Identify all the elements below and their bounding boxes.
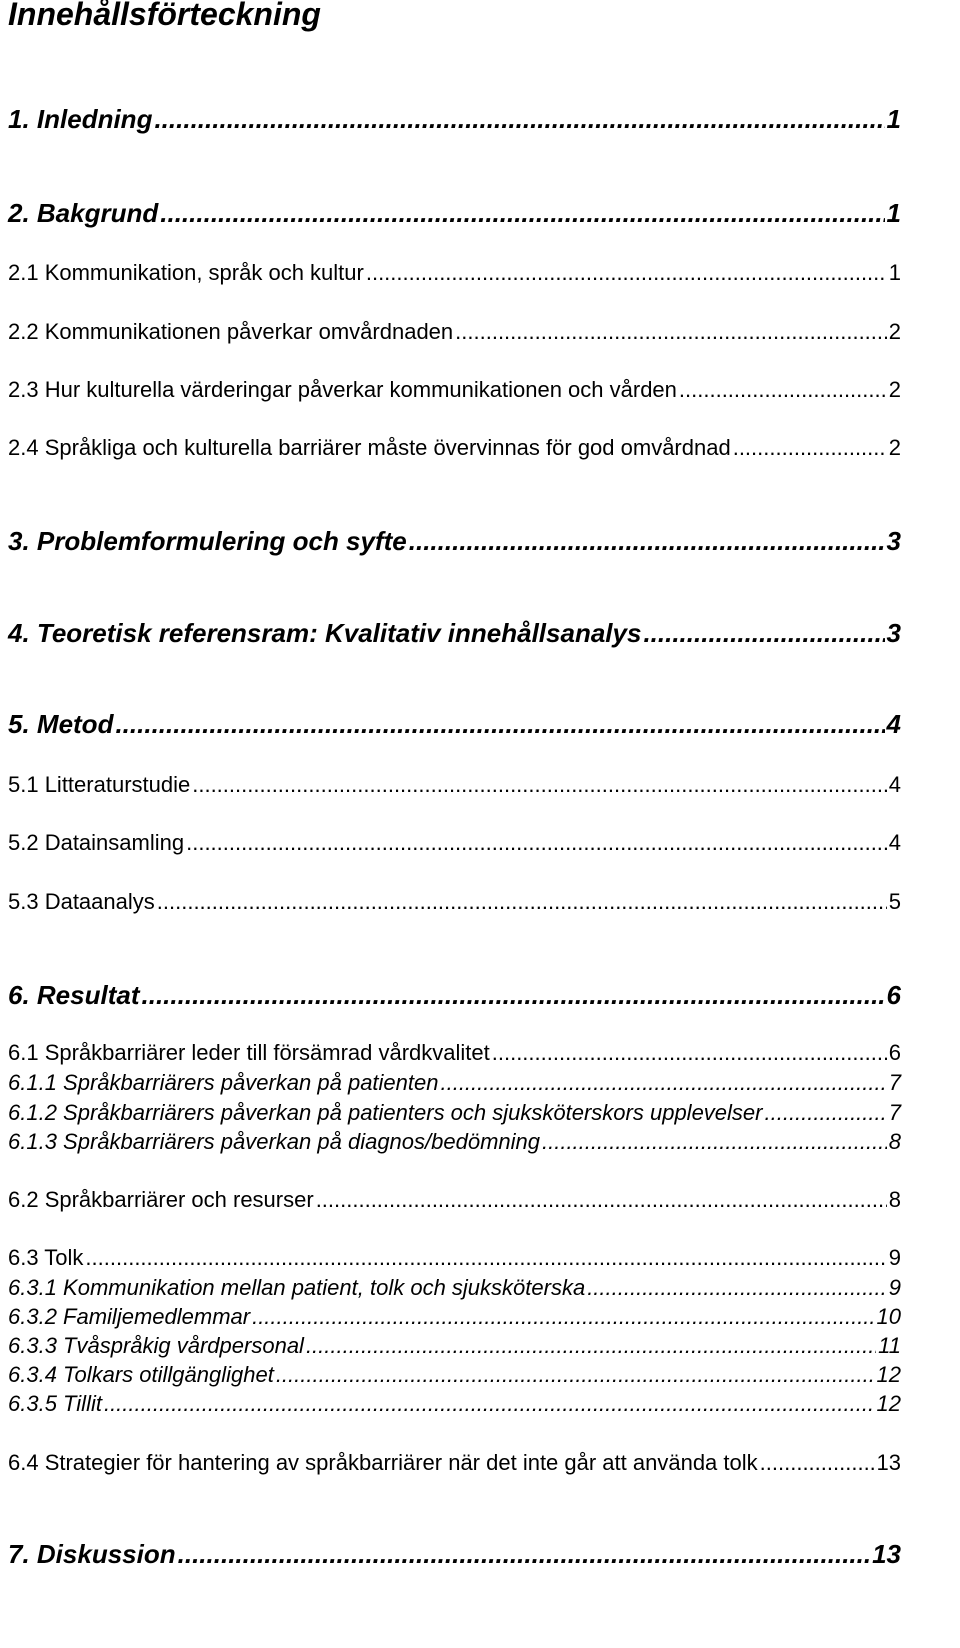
toc-leader [765, 1099, 887, 1127]
toc-leader [492, 1039, 887, 1067]
toc-leader [366, 259, 887, 287]
toc-entry[interactable] [8, 1274, 901, 1302]
toc-entry[interactable] [8, 196, 901, 230]
toc-entry-title: 6.3.1 Kommunikation mellan patient, tolk och sjuksköterska [8, 1275, 586, 1300]
toc-leader [186, 829, 887, 857]
toc-leader [733, 434, 887, 462]
toc-page-number: 11 [878, 1333, 901, 1358]
toc-entry-title: 6.1 Språkbarriärer leder till försämrad vårdkvalitet [8, 1040, 490, 1065]
toc-page-number: 6 [888, 1040, 901, 1065]
toc-entry-title: 6.3.4 Tolkars otillgänglighet [8, 1362, 274, 1387]
toc-entry-title: 1. Inledning [8, 104, 153, 134]
toc-page-number: 12 [876, 1362, 901, 1387]
toc-entry[interactable] [8, 1039, 901, 1067]
toc-leader [760, 1449, 875, 1477]
toc-entry[interactable] [8, 1390, 901, 1418]
toc-entry-title: 2.2 Kommunikationen påverkar omvårdnaden [8, 319, 454, 344]
toc-entry[interactable] [8, 616, 901, 650]
toc-page-number: 1 [886, 104, 901, 134]
toc-leader [455, 318, 887, 346]
toc-entry-title: 6.3.5 Tillit [8, 1391, 102, 1416]
toc-entry[interactable] [8, 1361, 901, 1389]
toc-leader [85, 1244, 886, 1272]
toc-page-number: 9 [888, 1275, 901, 1300]
toc-entry-title: 4. Teoretisk referensram: Kvalitativ innehållsanalys [8, 618, 642, 648]
toc-page-number: 3 [886, 526, 901, 556]
toc-entry[interactable] [8, 1069, 901, 1097]
toc-leader [440, 1069, 886, 1097]
toc-entry[interactable] [8, 1537, 901, 1571]
toc-leader [643, 616, 884, 650]
toc-page-number: 8 [888, 1187, 901, 1212]
toc-page-number: 1 [886, 198, 901, 228]
toc-entry-title: 6.1.1 Språkbarriärers påverkan på patienten [8, 1070, 439, 1095]
toc-leader [276, 1361, 875, 1389]
toc-page-number: 2 [888, 377, 901, 402]
toc-page-number: 13 [876, 1450, 901, 1475]
toc-entry[interactable] [8, 1303, 901, 1331]
toc-entry[interactable] [8, 829, 901, 857]
toc-leader [160, 196, 884, 230]
toc-page-number: 13 [872, 1539, 901, 1569]
toc-page-number: 3 [886, 618, 901, 648]
toc-leader [542, 1128, 887, 1156]
toc-page-number: 5 [888, 889, 901, 914]
toc-entry[interactable] [8, 1128, 901, 1156]
toc-leader [192, 771, 887, 799]
toc-entry-title: 2. Bakgrund [8, 198, 159, 228]
toc-page-number: 7 [888, 1100, 901, 1125]
page-title: Innehållsförteckning [8, 0, 321, 32]
toc-entry[interactable] [8, 524, 901, 558]
toc-entry[interactable] [8, 978, 901, 1012]
toc-leader [252, 1303, 874, 1331]
toc-entry[interactable] [8, 1244, 901, 1272]
toc-entry-title: 6.1.2 Språkbarriärers påverkan på patienters och sjuksköterskors upplevelser [8, 1100, 763, 1125]
toc-entry-title: 2.4 Språkliga och kulturella barriärer måste övervinnas för god omvårdnad [8, 435, 731, 460]
toc-entry-title: 2.3 Hur kulturella värderingar påverkar kommunikationen och vården [8, 377, 677, 402]
toc-entry[interactable] [8, 1099, 901, 1127]
toc-page-number: 6 [886, 980, 901, 1010]
toc-page-number: 4 [886, 709, 901, 739]
toc-entry-title: 3. Problemformulering och syfte [8, 526, 407, 556]
toc-entry[interactable] [8, 259, 901, 287]
toc-entry[interactable] [8, 318, 901, 346]
toc-entry[interactable] [8, 888, 901, 916]
toc-entry[interactable] [8, 434, 901, 462]
toc-leader [115, 707, 884, 741]
toc-leader [679, 376, 887, 404]
toc-leader [587, 1274, 887, 1302]
toc-leader [178, 1537, 870, 1571]
toc-entry-title: 5.3 Dataanalys [8, 889, 155, 914]
toc-leader [157, 888, 887, 916]
toc-leader [409, 524, 885, 558]
toc-leader [316, 1186, 887, 1214]
toc-page-number: 4 [888, 830, 901, 855]
toc-entry-title: 2.1 Kommunikation, språk och kultur [8, 260, 364, 285]
toc-entry-title: 6. Resultat [8, 980, 140, 1010]
toc-page-number: 10 [876, 1304, 901, 1329]
toc-entry-title: 5. Metod [8, 709, 114, 739]
toc-page-number: 12 [876, 1391, 901, 1416]
toc-entry-title: 6.2 Språkbarriärer och resurser [8, 1187, 314, 1212]
toc-entry[interactable] [8, 1332, 901, 1360]
toc-page-number: 2 [888, 435, 901, 460]
toc-leader [142, 978, 885, 1012]
toc-entry[interactable] [8, 1449, 901, 1477]
toc-leader [154, 102, 884, 136]
toc-entry[interactable] [8, 771, 901, 799]
toc-page-number: 1 [888, 260, 901, 285]
toc-entry-title: 6.1.3 Språkbarriärers påverkan på diagnos/bedömning [8, 1129, 540, 1154]
toc-entry-title: 5.1 Litteraturstudie [8, 772, 191, 797]
toc-entry[interactable] [8, 376, 901, 404]
toc-leader [306, 1332, 876, 1360]
toc-leader [104, 1390, 875, 1418]
toc-entry-title: 5.2 Datainsamling [8, 830, 185, 855]
toc-entry-title: 6.3.2 Familjemedlemmar [8, 1304, 251, 1329]
toc-entry-title: 6.4 Strategier för hantering av språkbarriärer när det inte går att använda tolk [8, 1450, 758, 1475]
toc-page-number: 9 [888, 1245, 901, 1270]
toc-page-number: 4 [888, 772, 901, 797]
toc-entry-title: 6.3.3 Tvåspråkig vårdpersonal [8, 1333, 304, 1358]
toc-entry[interactable] [8, 707, 901, 741]
toc-entry-title: 7. Diskussion [8, 1539, 176, 1569]
toc-page-number: 2 [888, 319, 901, 344]
toc-page-number: 7 [888, 1070, 901, 1095]
toc-page-number: 8 [888, 1129, 901, 1154]
toc-entry[interactable] [8, 102, 901, 136]
toc-entry[interactable] [8, 1186, 901, 1214]
toc-entry-title: 6.3 Tolk [8, 1245, 84, 1270]
